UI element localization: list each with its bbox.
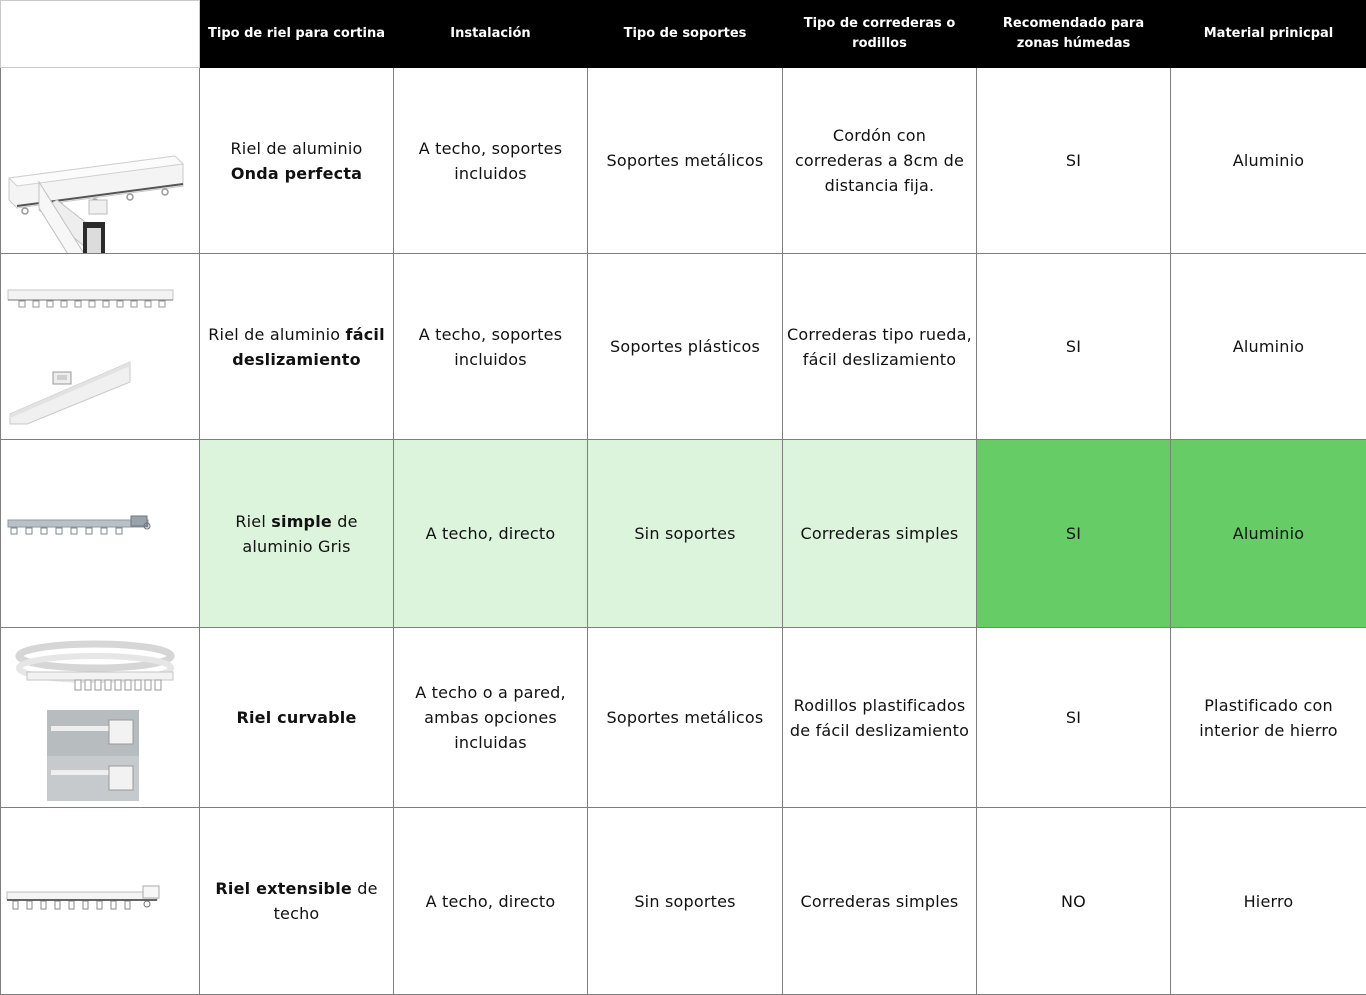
table-row [1,440,1366,628]
header-sliders: Tipo de correderas o rodillos [783,1,977,68]
material-cell: Hierro [1171,808,1366,995]
header-row [1,1,1366,68]
product-image-cell [1,440,200,628]
header-supports: Tipo de soportes [588,1,783,68]
supports-cell: Soportes metálicos [588,628,783,808]
header-wet-zones: Recomendado para zonas húmedas [977,1,1171,68]
header-installation: Instalación [394,1,588,68]
material-cell: Plastificado con interior de hierro [1171,628,1366,808]
aluminium-wave-rail-image [5,68,200,253]
table-row [1,628,1366,808]
simple-grey-rail-image [5,440,200,627]
product-image-cell [1,808,200,995]
sliders-cell: Rodillos plastificados de fácil deslizamiento [783,628,977,808]
wet-zones-cell: SI [977,68,1171,254]
product-image-cell [1,628,200,808]
table-row [1,254,1366,440]
wet-zones-cell: SI [977,254,1171,440]
header-type: Tipo de riel para cortina [200,1,394,68]
installation-cell: A techo, directo [394,440,588,628]
installation-cell: A techo, soportes incluidos [394,68,588,254]
sliders-cell: Correderas tipo rueda, fácil deslizamiento [783,254,977,440]
header-material: Material prinicpal [1171,1,1366,68]
sliders-cell: Correderas simples [783,440,977,628]
header-corner-cell [1,1,200,68]
material-cell: Aluminio [1171,254,1366,440]
extendable-ceiling-rail-image [5,808,200,994]
table-row [1,808,1366,995]
rail-name-cell: Riel extensible de techo [200,808,394,995]
wet-zones-cell: SI [977,440,1171,628]
wet-zones-cell: SI [977,628,1171,808]
product-image-cell [1,254,200,440]
product-image-cell [1,68,200,254]
material-cell: Aluminio [1171,68,1366,254]
supports-cell: Sin soportes [588,440,783,628]
supports-cell: Soportes plásticos [588,254,783,440]
installation-cell: A techo, directo [394,808,588,995]
supports-cell: Sin soportes [588,808,783,995]
rail-name-cell: Riel de aluminio fácil deslizamiento [200,254,394,440]
installation-cell: A techo o a pared, ambas opciones incluidas [394,628,588,808]
sliders-cell: Correderas simples [783,808,977,995]
wet-zones-cell: NO [977,808,1171,995]
installation-cell: A techo, soportes incluidos [394,254,588,440]
material-cell: Aluminio [1171,440,1366,628]
table-row [1,68,1366,254]
rail-name-cell: Riel de aluminio Onda perfecta [200,68,394,254]
rail-name-cell: Riel simple de aluminio Gris [200,440,394,628]
curvable-rail-image [5,628,200,807]
supports-cell: Soportes metálicos [588,68,783,254]
aluminium-easy-slide-rail-image [5,254,200,439]
rail-name-cell: Riel curvable [200,628,394,808]
sliders-cell: Cordón con correderas a 8cm de distancia fija. [783,68,977,254]
